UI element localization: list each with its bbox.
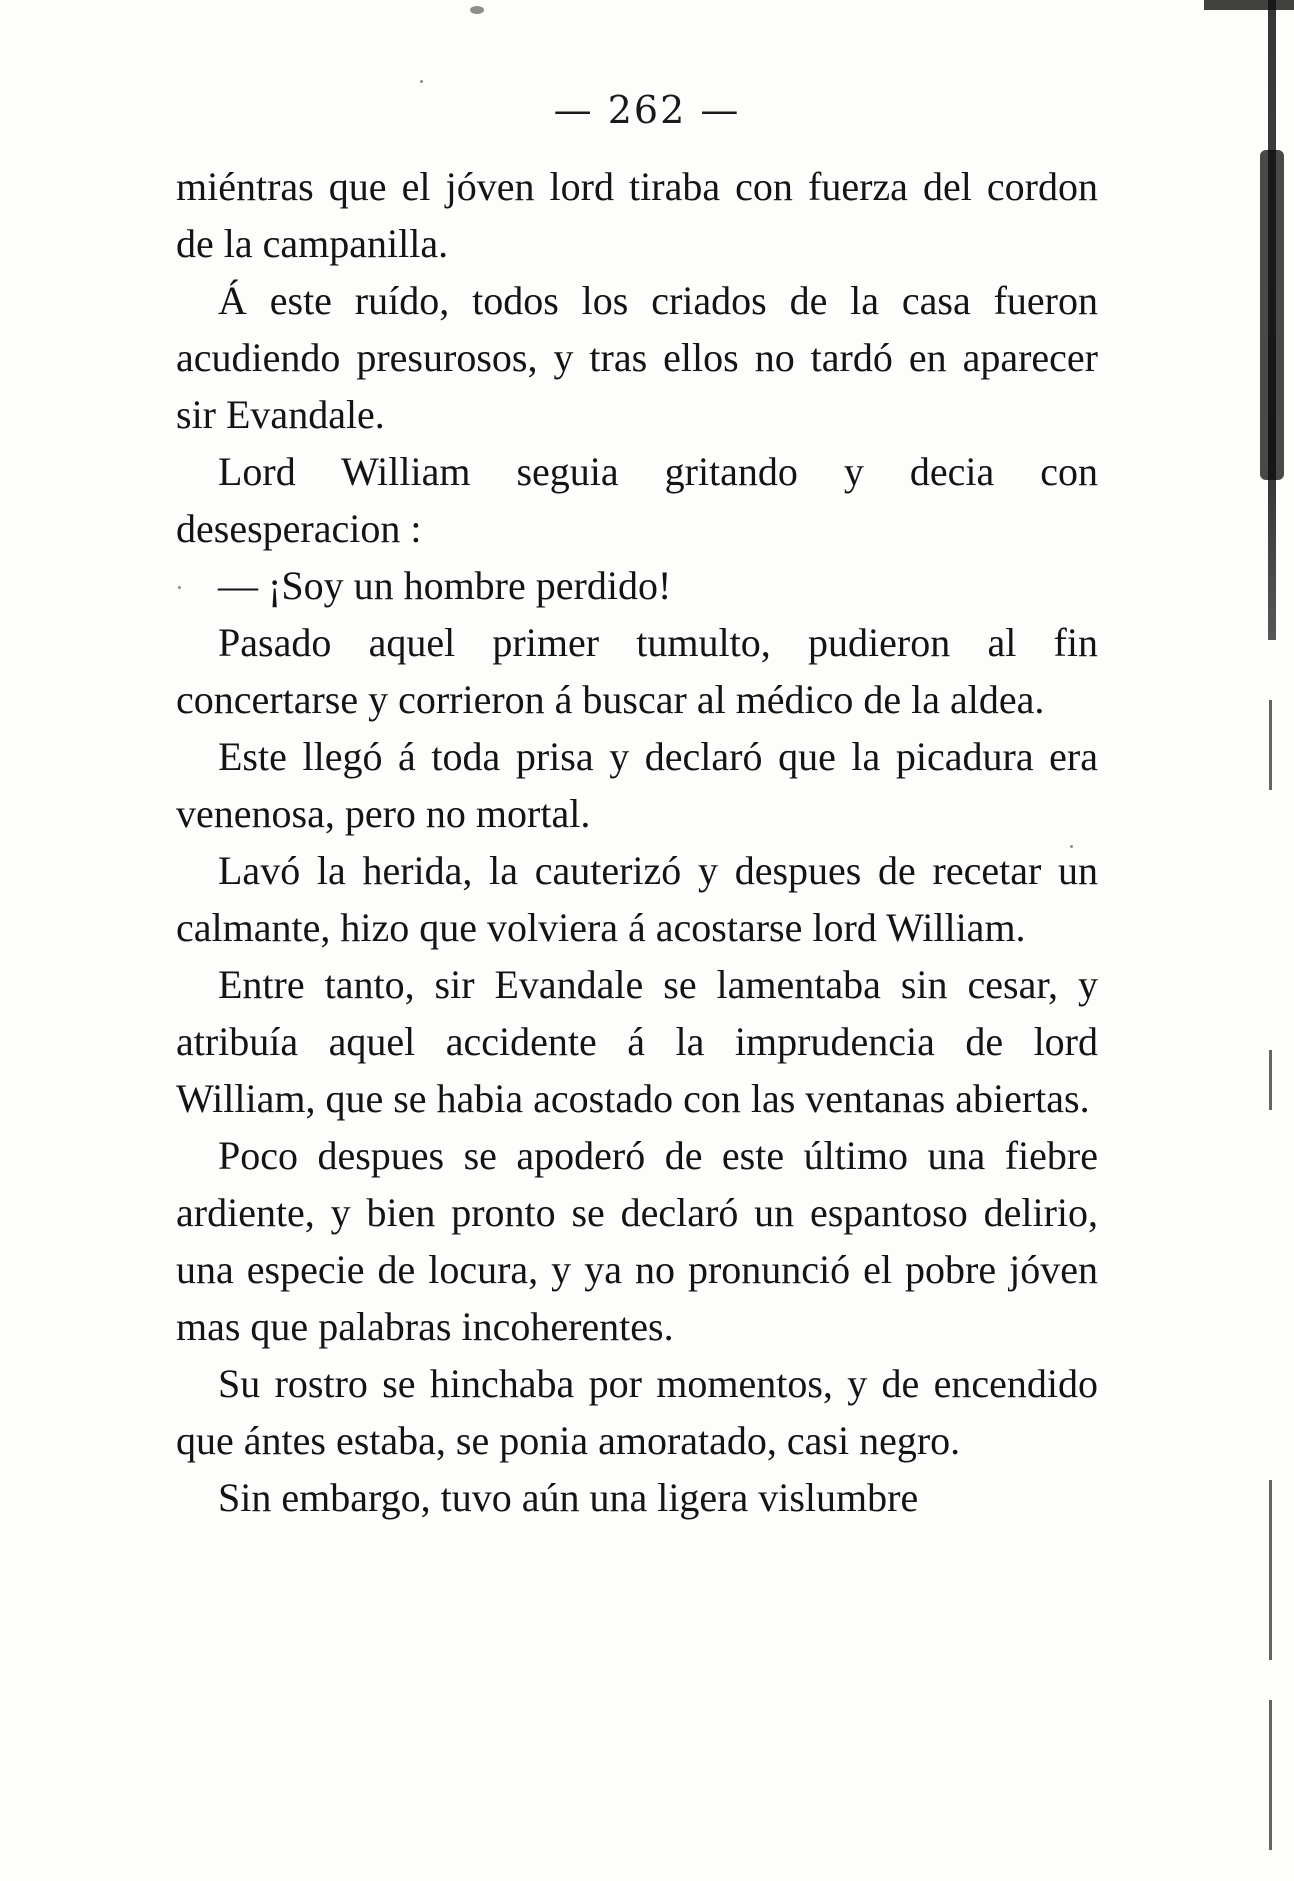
print-speck [420,80,423,83]
binding-mark [1269,1700,1272,1850]
paragraph-11: Sin embargo, tuvo aún una ligera vislumbre [218,1475,919,1520]
page-number: — 262 — [553,88,741,132]
paragraph-9: Poco despues se apoderó de este último una fiebre ardiente, y bien pronto se declaró un espantoso delirio, una especie de locura, y ya no pronunció el pobre jóven mas que palabras incoherentes. [176,1133,1098,1349]
paragraph-10: Su rostro se hinchaba por momentos, y de encendido que ántes estaba, se ponia amoratado, casi negro. [176,1361,1098,1463]
binding-ink-blot [1260,150,1284,480]
paragraph-1: miéntras que el jóven lord tiraba con fuerza del cordon de la campanilla. [176,164,1098,266]
binding-shadow [1224,0,1294,1881]
binding-mark [1269,700,1272,790]
paragraph-4: — ¡Soy un hombre perdido! [218,563,672,608]
print-speck [1070,845,1073,848]
paragraph-7: Lavó la herida, la cauterizó y despues de recetar un calmante, hizo que volviera á acostarse lord William. [176,848,1098,950]
paragraph-3: Lord William seguia gritando y decia con desesperacion : [176,449,1098,551]
binding-mark [1269,1480,1272,1660]
paragraph-2: Á este ruído, todos los criados de la casa fueron acudiendo presurosos, y tras ellos no tardó en aparecer sir Evandale. [176,278,1098,437]
body-text [176,158,1098,1526]
paragraph-6: Este llegó á toda prisa y declaró que la picadura era venenosa, pero no mortal. [176,734,1098,836]
print-speck [178,586,181,589]
binding-top-mark [1204,0,1294,10]
binding-mark [1269,1050,1272,1110]
paragraph-8: Entre tanto, sir Evandale se lamentaba sin cesar, y atribuía aquel accidente á la imprudencia de lord William, que se habia acostado con las ventanas abiertas. [176,962,1098,1121]
paragraph-5: Pasado aquel primer tumulto, pudieron al fin concertarse y corrieron á buscar al médico de la aldea. [176,620,1098,722]
print-speck [470,6,484,14]
